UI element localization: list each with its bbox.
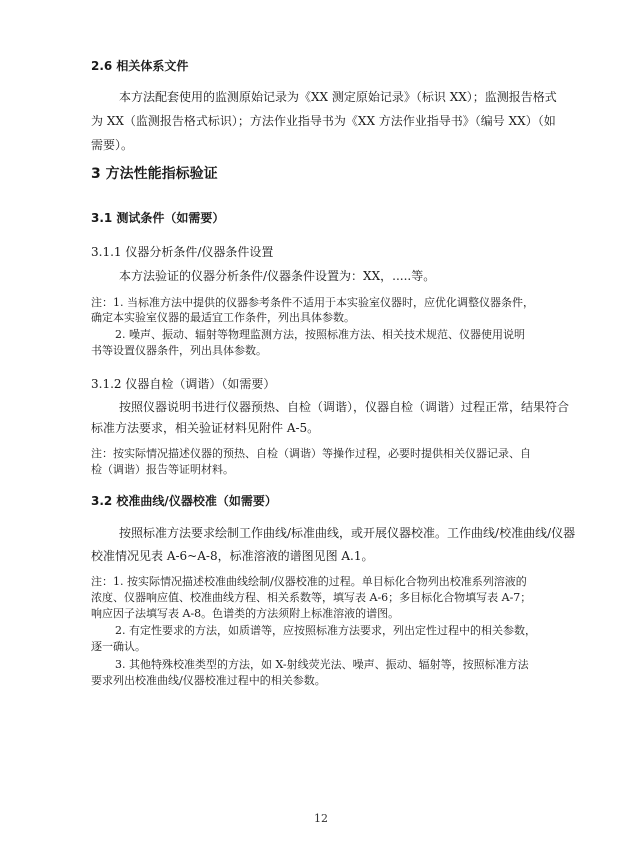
paragraph-line: 校准情况见表 A-6~A-8，标准溶液的谱图见图 A.1。 bbox=[91, 549, 374, 563]
paragraph-line: 本方法验证的仪器分析条件/仪器条件设置为：XX，.....等。 bbox=[119, 269, 436, 283]
note-line: 2. 有定性要求的方法，如质谱等，应按照标准方法要求，列出定性过程中的相关参数， bbox=[115, 624, 536, 637]
paragraph-line: 按照标准方法要求绘制工作曲线/标准曲线，或开展仪器校准。工作曲线/校准曲线/仪器 bbox=[119, 526, 576, 540]
section-heading-2-6: 2.6 相关体系文件 bbox=[91, 59, 189, 73]
paragraph-line: 为 XX（监测报告格式标识）；方法作业指导书为《XX 方法作业指导书》（编号 XX）（如 bbox=[91, 114, 556, 128]
note-line: 检（调谐）报告等证明材料。 bbox=[91, 463, 234, 476]
note-line: 浓度、仪器响应值、校准曲线方程、相关系数等，填写表 A-6；多目标化合物填写表 A-7； bbox=[91, 591, 532, 604]
paragraph-line: 按照仪器说明书进行仪器预热、自检（调谐），仪器自检（调谐）过程正常，结果符合 bbox=[119, 400, 570, 414]
paragraph-line: 本方法配套使用的监测原始记录为《XX 测定原始记录》（标识 XX）；监测报告格式 bbox=[119, 90, 557, 104]
page-number: 12 bbox=[314, 812, 328, 825]
paragraph-line: 标准方法要求，相关验证材料见附件 A-5。 bbox=[91, 421, 320, 435]
note-line: 书等设置仪器条件，列出具体参数。 bbox=[91, 344, 267, 357]
note-line: 响应因子法填写表 A-8。色谱类的方法须附上标准溶液的谱图。 bbox=[91, 607, 400, 620]
note-line: 3. 其他特殊校准类型的方法，如 X-射线荧光法、噪声、振动、辐射等，按照标准方法 bbox=[115, 658, 529, 671]
section-heading-3: 3 方法性能指标验证 bbox=[91, 166, 218, 182]
note-line: 2. 噪声、振动、辐射等物理监测方法，按照标准方法、相关技术规范、仪器使用说明 bbox=[115, 328, 525, 341]
note-line: 确定本实验室仪器的最适宜工作条件，列出具体参数。 bbox=[91, 311, 355, 324]
note-line: 注：按实际情况描述仪器的预热、自检（调谐）等操作过程，必要时提供相关仪器记录、自 bbox=[91, 447, 531, 460]
note-line: 注：1. 当标准方法中提供的仪器参考条件不适用于本实验室仪器时，应优化调整仪器条件， bbox=[91, 296, 534, 309]
section-heading-3-1: 3.1 测试条件（如需要） bbox=[91, 211, 225, 225]
note-line: 要求列出校准曲线/仪器校准过程中的相关参数。 bbox=[91, 674, 326, 687]
paragraph-line: 需要）。 bbox=[91, 138, 134, 152]
note-line: 逐一确认。 bbox=[91, 640, 146, 653]
section-heading-3-2: 3.2 校准曲线/仪器校准（如需要） bbox=[91, 494, 277, 508]
note-line: 注：1. 按实际情况描述校准曲线绘制/仪器校准的过程。单目标化合物列出校准系列溶液的 bbox=[91, 575, 527, 588]
subsection-heading-3-1-1: 3.1.1 仪器分析条件/仪器条件设置 bbox=[91, 245, 274, 259]
subsection-heading-3-1-2: 3.1.2 仪器自检（调谐）（如需要） bbox=[91, 377, 276, 391]
